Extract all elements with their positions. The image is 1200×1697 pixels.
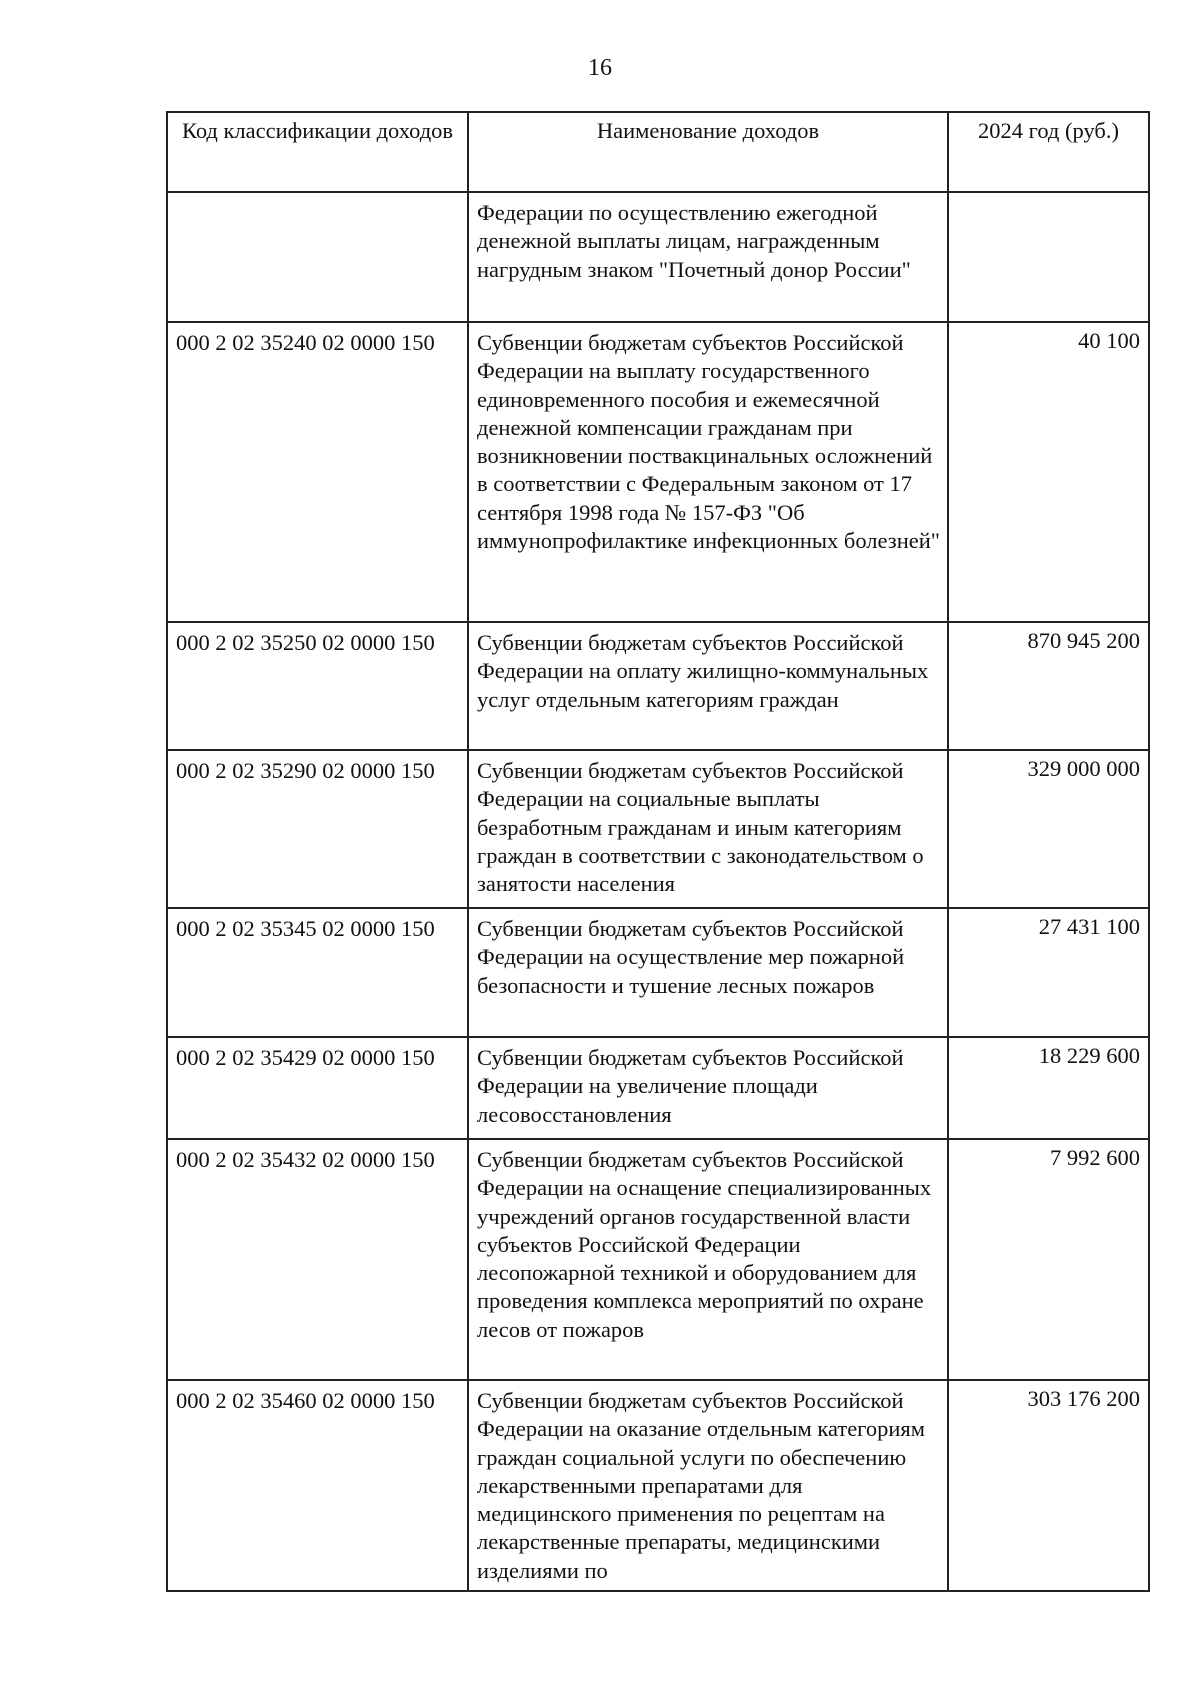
revenue-sum: 27 431 100 xyxy=(948,908,1149,1037)
revenue-code: 000 2 02 35345 02 0000 150 xyxy=(167,908,468,1037)
revenue-sum: 870 945 200 xyxy=(948,622,1149,750)
header-sum: 2024 год (руб.) xyxy=(948,112,1149,192)
revenue-code: 000 2 02 35429 02 0000 150 xyxy=(167,1037,468,1139)
header-code: Код классификации доходов xyxy=(167,112,468,192)
revenue-name: Субвенции бюджетам субъектов Российской Федерации на оказание отдельным категориям граждан социальной услуги по обеспечению лекарственными препаратами для медицинского применения по рецептам на лекарственные препараты, медицинскими изделиями по xyxy=(468,1380,948,1591)
revenue-code: 000 2 02 35240 02 0000 150 xyxy=(167,322,468,622)
table-row xyxy=(167,1380,1149,1591)
table-header-row xyxy=(167,112,1149,192)
revenue-name: Субвенции бюджетам субъектов Российской Федерации на выплату государственного единовременного пособия и ежемесячной денежной компенсации гражданам при возникновении поствакцинальных осложнений в соответствии с Федеральным законом от 17 сентября 1998 года № 157-ФЗ "Об иммунопрофилактике инфекционных болезней" xyxy=(468,322,948,622)
revenue-sum: 7 992 600 xyxy=(948,1139,1149,1380)
table-row xyxy=(167,322,1149,622)
revenue-sum: 329 000 000 xyxy=(948,750,1149,908)
revenue-code: 000 2 02 35432 02 0000 150 xyxy=(167,1139,468,1380)
table-row xyxy=(167,750,1149,908)
table-row xyxy=(167,192,1149,322)
table-row xyxy=(167,1037,1149,1139)
table-row xyxy=(167,622,1149,750)
revenue-table xyxy=(166,111,1150,1592)
revenue-sum: 303 176 200 xyxy=(948,1380,1149,1591)
table-row xyxy=(167,1139,1149,1380)
table-row xyxy=(167,908,1149,1037)
revenue-code: 000 2 02 35290 02 0000 150 xyxy=(167,750,468,908)
revenue-sum xyxy=(948,192,1149,322)
revenue-name: Субвенции бюджетам субъектов Российской Федерации на осуществление мер пожарной безопасности и тушение лесных пожаров xyxy=(468,908,948,1037)
revenue-sum: 18 229 600 xyxy=(948,1037,1149,1139)
header-name: Наименование доходов xyxy=(468,112,948,192)
revenue-name: Субвенции бюджетам субъектов Российской Федерации на социальные выплаты безработным гражданам и иным категориям граждан в соответствии с законодательством о занятости населения xyxy=(468,750,948,908)
revenue-code: 000 2 02 35460 02 0000 150 xyxy=(167,1380,468,1591)
revenue-name: Субвенции бюджетам субъектов Российской Федерации на увеличение площади лесовосстановления xyxy=(468,1037,948,1139)
revenue-code xyxy=(167,192,468,322)
revenue-name: Федерации по осуществлению ежегодной денежной выплаты лицам, награжденным нагрудным знаком "Почетный донор России" xyxy=(468,192,948,322)
page-number: 16 xyxy=(588,55,612,81)
revenue-sum: 40 100 xyxy=(948,322,1149,622)
revenue-name: Субвенции бюджетам субъектов Российской Федерации на оплату жилищно-коммунальных услуг отдельным категориям граждан xyxy=(468,622,948,750)
revenue-code: 000 2 02 35250 02 0000 150 xyxy=(167,622,468,750)
revenue-name: Субвенции бюджетам субъектов Российской Федерации на оснащение специализированных учреждений органов государственной власти субъектов Российской Федерации лесопожарной техникой и оборудованием для проведения комплекса мероприятий по охране лесов от пожаров xyxy=(468,1139,948,1380)
